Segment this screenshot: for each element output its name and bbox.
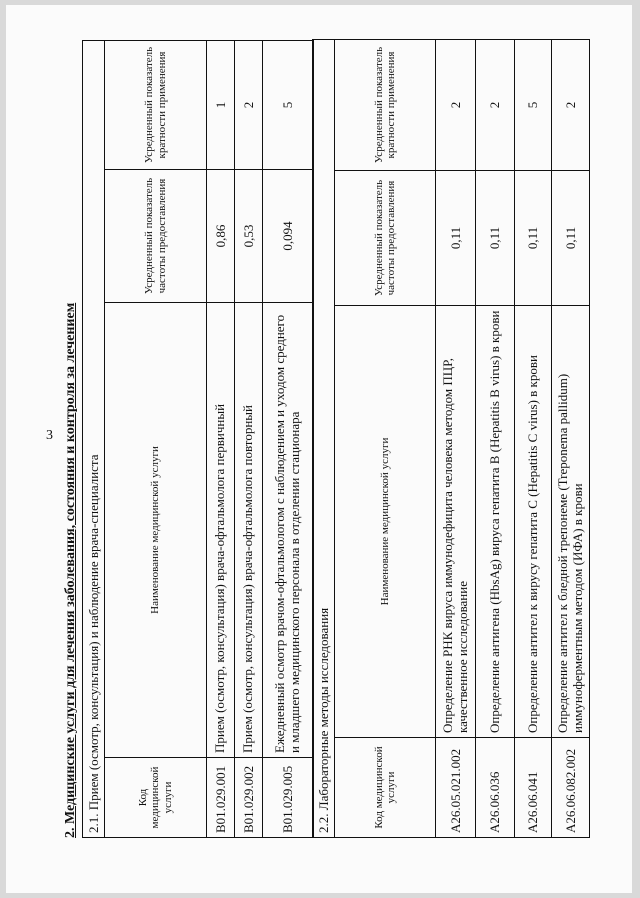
table-subtitle: 2.1. Прием (осмотр, консультация) и наблюдение врача-специалиста (83, 40, 105, 837)
table-subtitle: 2.2. Лабораторные методы исследования (313, 39, 335, 837)
service-code: A26.05.021.002 (436, 738, 476, 838)
service-code: A26.06.036 (476, 738, 515, 838)
frequency-value: 0,11 (515, 171, 552, 306)
service-code: B01.029.005 (263, 758, 314, 838)
multiplicity-value: 2 (436, 39, 476, 170)
service-name: Определение РНК вируса иммунодефицита человека методом ПЦР, качественное исследование (436, 306, 476, 738)
header-frequency: Усредненный показатель частоты предоставления (105, 170, 207, 303)
table-row (476, 39, 515, 837)
multiplicity-value: 2 (476, 39, 515, 170)
header-multiplicity: Усредненный показатель кратности применения (335, 39, 436, 170)
table-row (515, 39, 552, 837)
service-code: A26.06.041 (515, 738, 552, 838)
frequency-value: 0,11 (552, 171, 590, 306)
table-row (263, 40, 314, 837)
frequency-value: 0,86 (207, 170, 235, 303)
table-row (235, 40, 263, 837)
header-name: Наименование медицинской услуги (105, 303, 207, 758)
header-code: Код медицинской услуги (105, 758, 207, 838)
header-name: Наименование медицинской услуги (335, 306, 436, 738)
service-name: Прием (осмотр, консультация) врача-офтальмолога повторный (235, 303, 263, 758)
multiplicity-value: 5 (263, 40, 314, 169)
service-name: Определение антител к вирусу гепатита C (Hepatitis C virus) в крови (515, 306, 552, 738)
header-multiplicity: Усредненный показатель кратности применения (105, 40, 207, 169)
frequency-value: 0,11 (476, 171, 515, 306)
multiplicity-value: 2 (235, 40, 263, 169)
service-code: A26.06.082.002 (552, 738, 590, 838)
document-page (6, 5, 632, 893)
service-name: Определение антител к бледной трепонеме (Treponema pallidum) иммуноферментным методом (ИФА) в крови (552, 306, 590, 738)
table-laboratory (312, 39, 590, 838)
service-name: Прием (осмотр, консультация) врача-офтальмолога первичный (207, 303, 235, 758)
multiplicity-value: 5 (515, 39, 552, 170)
rotated-content (63, 38, 585, 838)
service-code: B01.029.002 (235, 758, 263, 838)
table-row (552, 39, 590, 837)
page-number: 3 (46, 428, 53, 443)
header-frequency: Усредненный показатель частоты предоставления (335, 171, 436, 306)
multiplicity-value: 2 (552, 39, 590, 170)
frequency-value: 0,094 (263, 170, 314, 303)
service-code: B01.029.001 (207, 758, 235, 838)
frequency-value: 0,53 (235, 170, 263, 303)
service-name: Ежедневный осмотр врачом-офтальмологом с наблюдением и уходом среднего и младшего медицинского персонала в отделении стационара (263, 303, 314, 758)
table-row (436, 39, 476, 837)
frequency-value: 0,11 (436, 171, 476, 306)
section-title: 2. Медицинские услуги для лечения заболевания, состояния и контроля за лечением (63, 302, 78, 838)
table-row (207, 40, 235, 837)
multiplicity-value: 1 (207, 40, 235, 169)
table-consultations (82, 40, 314, 838)
service-name: Определение антигена (HbsAg) вируса гепатита B (Hepatitis B virus) в крови (476, 306, 515, 738)
header-code: Код медицинской услуги (335, 738, 436, 838)
